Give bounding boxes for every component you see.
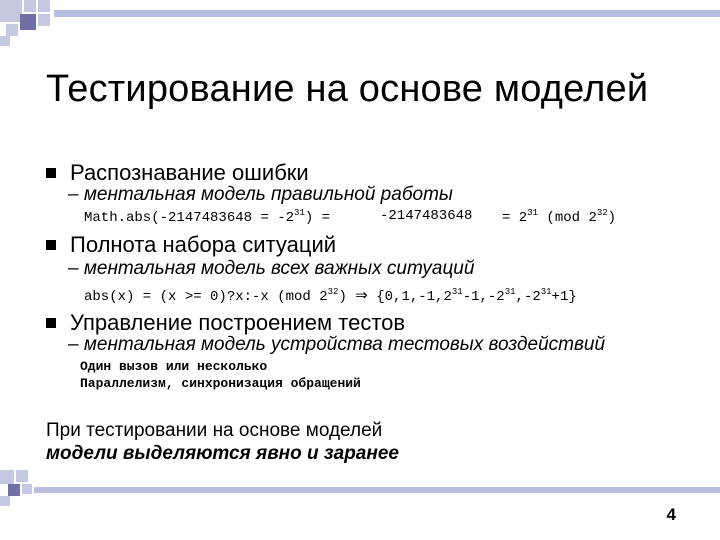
code-line: Один вызов или несколько	[80, 359, 268, 374]
slide-title: Тестирование на основе моделей	[46, 68, 649, 110]
code-line: abs(x) = (x >= 0)?x:-x (mod $2^{32}$) ⇒ $\{0,1,-1,2^{31}-1,-2^{31},-2^{31}+1\}$	[84, 286, 577, 305]
top-left-squares	[0, 0, 50, 46]
code-line: Math.abs(-2147483648 = $-2^{31}$) =	[84, 208, 331, 226]
bottom-left-squares	[0, 470, 32, 506]
implies-arrow-icon: ⇒	[355, 286, 368, 304]
square-bullet-icon	[46, 318, 56, 328]
square-bullet-icon	[46, 168, 56, 178]
sub-item: – ментальная модель правильной работы	[68, 184, 453, 205]
bottom-rule	[34, 487, 720, 493]
conclusion-line: При тестировании на основе моделей	[46, 420, 383, 441]
conclusion-emphasis: модели выделяются явно и заранее	[46, 443, 399, 464]
code-line: Параллелизм, синхронизация обращений	[80, 376, 361, 391]
bullet-label: Полнота набора ситуаций	[70, 232, 337, 257]
code-line: = $2^{31}$ (mod $2^{32}$)	[502, 208, 617, 226]
sub-item: – ментальная модель устройства тестовых воздействий	[68, 334, 606, 355]
bullet-label: Распознавание ошибки	[70, 160, 309, 185]
sub-item: – ментальная модель всех важных ситуаций	[68, 258, 475, 279]
code-value: -2147483648	[380, 208, 473, 224]
square-bullet-icon	[46, 240, 56, 250]
page-number: 4	[666, 505, 676, 524]
top-rule	[54, 10, 720, 17]
bullet-label: Управление построением тестов	[70, 310, 406, 335]
